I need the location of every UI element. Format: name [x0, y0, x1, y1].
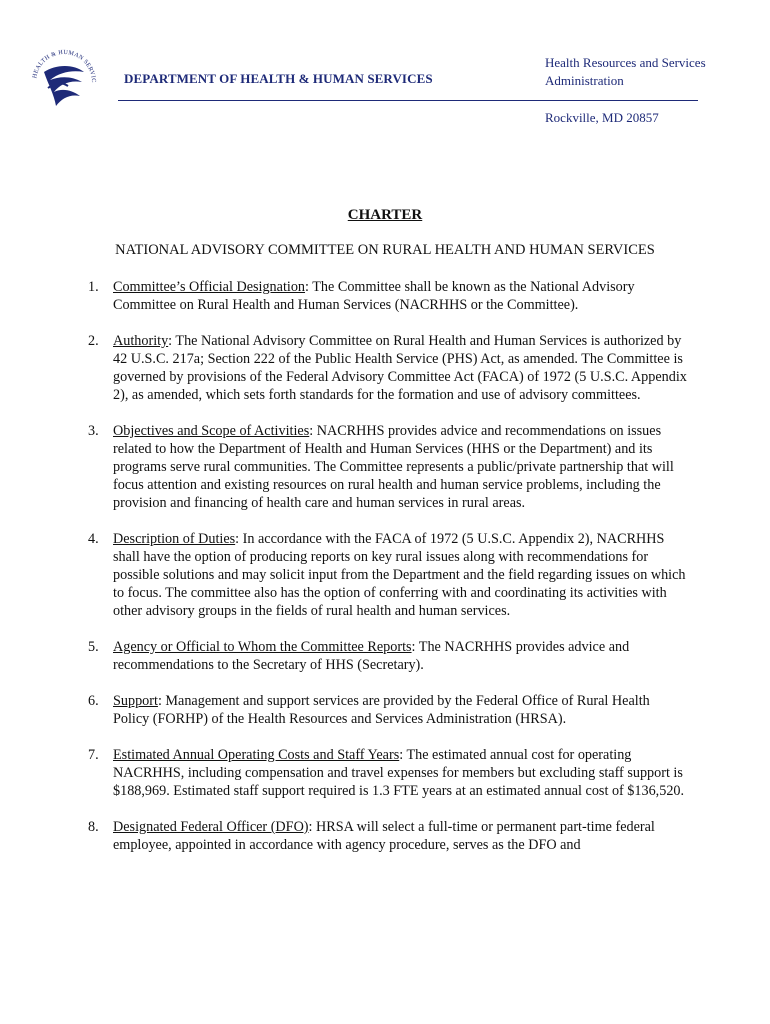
- section-7: [88, 746, 688, 800]
- agency-name: [545, 54, 706, 90]
- charter-sections: [88, 278, 688, 872]
- section-text: : The Committee shall be known as the National Advisory Committee on Rural Health and Human Services (NACRHHS or the Committee).: [113, 279, 635, 313]
- section-heading: Estimated Annual Operating Costs and Staff Years: [113, 747, 400, 763]
- section-number: 7.: [88, 747, 99, 763]
- agency-location: Rockville, MD 20857: [545, 110, 659, 125]
- agency-line-1: Health Resources and Services: [545, 55, 706, 70]
- section-number: 8.: [88, 819, 99, 835]
- section-heading: Description of Duties: [113, 531, 236, 547]
- section-number: 3.: [88, 423, 99, 439]
- hhs-seal-logo: [26, 42, 102, 118]
- section-body: [113, 278, 688, 314]
- section-number: 2.: [88, 333, 99, 349]
- section-heading: Agency or Official to Whom the Committee Reports: [113, 639, 412, 655]
- section-number: 6.: [88, 693, 99, 709]
- section-heading: Objectives and Scope of Activities: [113, 423, 310, 439]
- department-name: DEPARTMENT OF HEALTH & HUMAN SERVICES: [124, 71, 433, 86]
- document-title: CHARTER: [347, 207, 423, 223]
- section-body: [113, 746, 688, 800]
- section-text: : The estimated annual cost for operating NACRHHS, including compensation and travel expenses for members but excluding staff support is $188,969. Estimated staff support required is 1.3 FTE years at an estimated annual cost of $136,520.: [113, 747, 685, 799]
- document-subtitle: NATIONAL ADVISORY COMMITTEE ON RURAL HEALTH AND HUMAN SERVICES: [115, 242, 655, 258]
- section-heading: Committee’s Official Designation: [113, 279, 306, 295]
- section-heading: Authority: [113, 333, 169, 349]
- section-body: [113, 422, 688, 512]
- section-body: [113, 638, 688, 674]
- section-2: [88, 332, 688, 404]
- section-number: 4.: [88, 531, 99, 547]
- section-body: [113, 692, 688, 728]
- agency-line-2: Administration: [545, 73, 624, 88]
- section-number: 5.: [88, 639, 99, 655]
- section-4: [88, 530, 688, 620]
- section-1: [88, 278, 688, 314]
- section-body: [113, 818, 688, 854]
- section-text: : NACRHHS provides advice and recommendations on issues related to how the Department of Health and Human Services (HHS or the Department) and its programs serve rural communities. The Committee represents a public/private partnership that will focus attention and existing resources on rural health and human service problems, including the provision and financing of health care and human services in rural areas.: [113, 423, 674, 511]
- section-3: [88, 422, 688, 512]
- section-text: : The National Advisory Committee on Rural Health and Human Services is authorized by 42 U.S.C. 217a; Section 222 of the Public Health Service (PHS) Act, as amended. The Committee is governed by provisions of the Federal Advisory Committee Act (FACA) of 1972 (5 U.S.C. Appendix 2), as amended, which sets forth standards for the formation and use of advisory committees.: [113, 333, 687, 403]
- section-8: [88, 818, 688, 854]
- section-6: [88, 692, 688, 728]
- section-text: : The NACRHHS provides advice and recommendations to the Secretary of HHS (Secretary).: [113, 639, 630, 673]
- svg-text:HEALTH & HUMAN SERVICES USA: HEALTH & HUMAN SERVIC: [31, 48, 98, 83]
- section-body: [113, 530, 688, 620]
- section-text: : In accordance with the FACA of 1972 (5 U.S.C. Appendix 2), NACRHHS shall have the option of producing reports on key rural issues along with recommendations for possible solutions and may solicit input from the Department and the field regarding issues on which to focus. The committee also has the option of conferring with and coordinating its activities with other advisory groups in the fields of rural health and human services.: [113, 531, 686, 619]
- section-text: : Management and support services are provided by the Federal Office of Rural Health Policy (FORHP) of the Health Resources and Services Administration (HRSA).: [113, 693, 650, 727]
- section-body: [113, 332, 688, 404]
- section-text: : HRSA will select a full-time or permanent part-time federal employee, appointed in accordance with agency procedure, serves as the DFO and: [113, 819, 655, 853]
- section-5: [88, 638, 688, 674]
- section-heading: Designated Federal Officer (DFO): [113, 819, 309, 835]
- section-heading: Support: [113, 693, 158, 709]
- letterhead-divider: [118, 100, 698, 101]
- section-number: 1.: [88, 279, 99, 295]
